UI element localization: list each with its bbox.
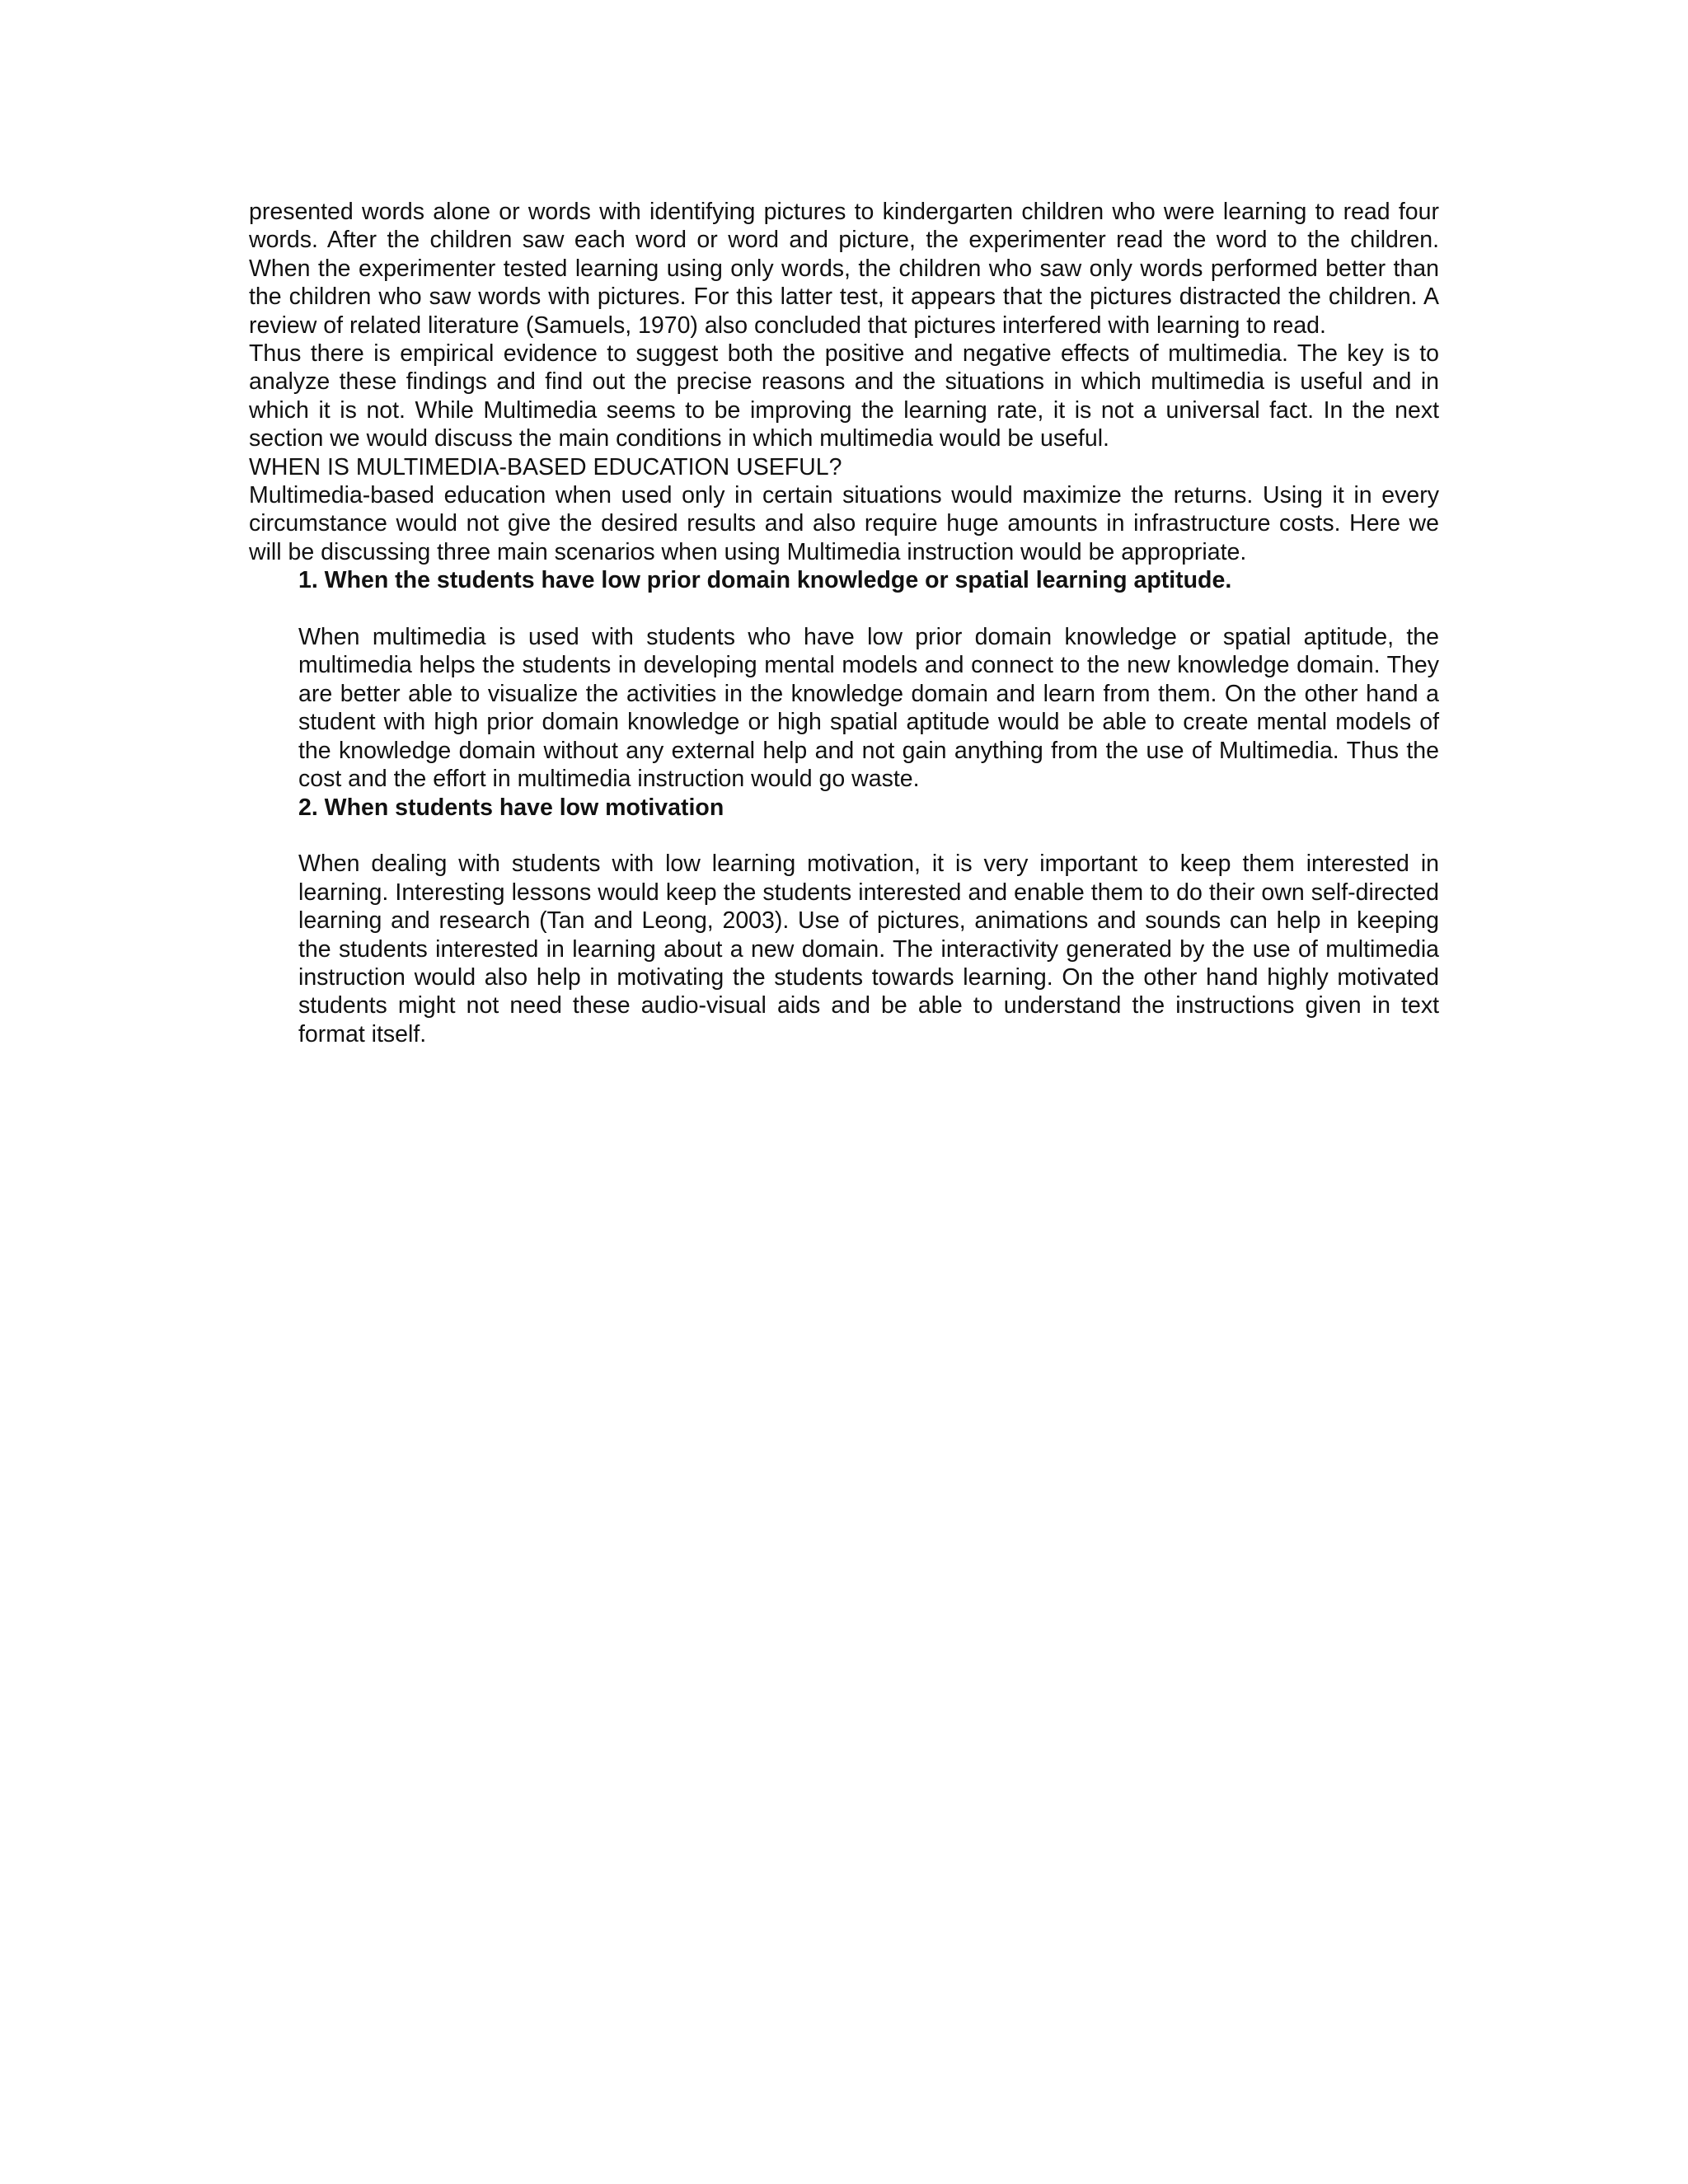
numbered-item-1: [298, 566, 1439, 793]
item-1-body: When multimedia is used with students who have low prior domain knowledge or spatial aptitude, the multimedia helps the students in developing mental models and connect to the new knowledge domain. They are better able to visualize the activities in the knowledge domain and learn from them. On the other hand a student with high prior domain knowledge or high spatial aptitude would be able to create mental models of the knowledge domain without any external help and not gain anything from the use of Multimedia. Thus the cost and the effort in multimedia instruction would go waste.: [298, 624, 1439, 793]
body-paragraph-1: presented words alone or words with identifying pictures to kindergarten children who were learning to read four words. After the children saw each word or word and picture, the experimenter read the word to the children. When the experimenter tested learning using only words, the children who saw only words performed better than the children who saw words with pictures. For this latter test, it appears that the pictures distracted the children. A review of related literature (Samuels, 1970) also concluded that pictures interfered with learning to read.: [249, 199, 1439, 339]
item-2-body: When dealing with students with low learning motivation, it is very important to keep them interested in learning. Interesting lessons would keep the students interested and enable them to do their own self-directed learning and research (Tan and Leong, 2003). Use of pictures, animations and sounds can help in keeping the students interested in learning about a new domain. The interactivity generated by the use of multimedia instruction would also help in motivating the students towards learning. On the other hand highly motivated students might not need these audio-visual aids and be able to understand the instructions given in text format itself.: [298, 851, 1439, 1047]
spacer: [298, 822, 1439, 850]
section-heading: WHEN IS MULTIMEDIA-BASED EDUCATION USEFUL?: [249, 453, 842, 480]
item-2-title: 2. When students have low motivation: [298, 794, 724, 821]
numbered-item-2: [298, 794, 1439, 1049]
spacer: [298, 595, 1439, 623]
item-1-title: 1. When the students have low prior domain knowledge or spatial learning aptitude.: [298, 567, 1232, 594]
body-paragraph-2: Thus there is empirical evidence to suggest both the positive and negative effects of multimedia. The key is to analyze these findings and find out the precise reasons and the situations in which multimedia is useful and in which it is not. While Multimedia seems to be improving the learning rate, it is not a universal fact. In the next section we would discuss the main conditions in which multimedia would be useful.: [249, 340, 1439, 452]
document-page: [249, 198, 1439, 1048]
section-intro-paragraph: Multimedia-based education when used only in certain situations would maximize the returns. Using it in every circumstance would not give the desired results and also require huge amounts in infrastructure costs. Here we will be discussing three main scenarios when using Multimedia instruction would be appropriate.: [249, 482, 1439, 565]
